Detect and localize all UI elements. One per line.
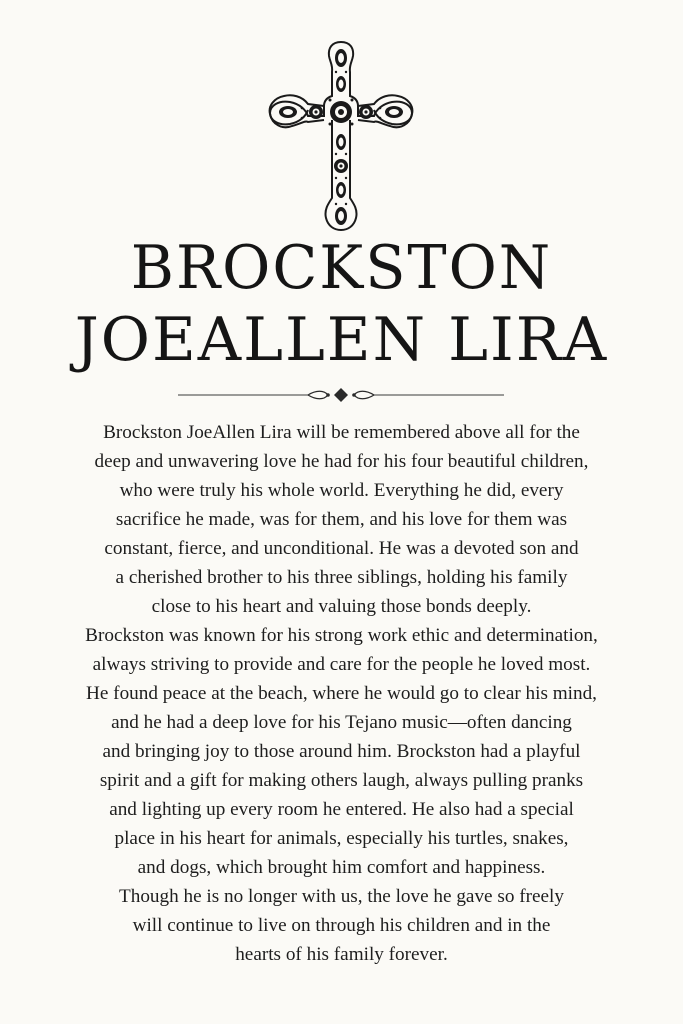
- obituary-line: and lighting up every room he entered. He also had a special: [109, 799, 574, 820]
- name-line-1: BROCKSTON: [130, 233, 553, 303]
- obituary-line: and he had a deep love for his Tejano music—often dancing: [111, 712, 572, 733]
- obituary-line: constant, fierce, and unconditional. He was a devoted son and: [104, 538, 579, 559]
- obituary-line: hearts of his family forever.: [235, 944, 448, 965]
- ornate-cross-icon: [266, 38, 416, 232]
- obituary-line: Brockston JoeAllen Lira will be remembered above all for the: [103, 422, 580, 443]
- ornamental-divider-icon: [178, 386, 504, 404]
- obituary-line: place in his heart for animals, especially his turtles, snakes,: [114, 828, 569, 849]
- obituary-line: will continue to live on through his children and in the: [132, 915, 551, 936]
- obituary-line: Brockston was known for his strong work ethic and determination,: [85, 625, 598, 646]
- obituary-text: [70, 418, 613, 969]
- obituary-line: sacrifice he made, was for them, and his love for them was: [115, 509, 568, 530]
- obituary-line: who were truly his whole world. Everything he did, every: [119, 480, 564, 501]
- obituary-line: always striving to provide and care for the people he loved most.: [92, 654, 591, 675]
- name-line-2: JOEALLEN LIRA: [74, 305, 609, 375]
- obituary-line: spirit and a gift for making others laugh, always pulling pranks: [99, 770, 584, 791]
- obituary-line: He found peace at the beach, where he would go to clear his mind,: [86, 683, 597, 704]
- obituary-line: and dogs, which brought him comfort and happiness.: [137, 857, 546, 878]
- obituary-line: deep and unwavering love he had for his four beautiful children,: [94, 451, 589, 472]
- obituary-line: and bringing joy to those around him. Brockston had a playful: [102, 741, 581, 762]
- obituary-line: Though he is no longer with us, the love he gave so freely: [119, 886, 564, 907]
- obituary-line: close to his heart and valuing those bonds deeply.: [151, 596, 532, 617]
- obituary-line: a cherished brother to his three siblings, holding his family: [115, 567, 568, 588]
